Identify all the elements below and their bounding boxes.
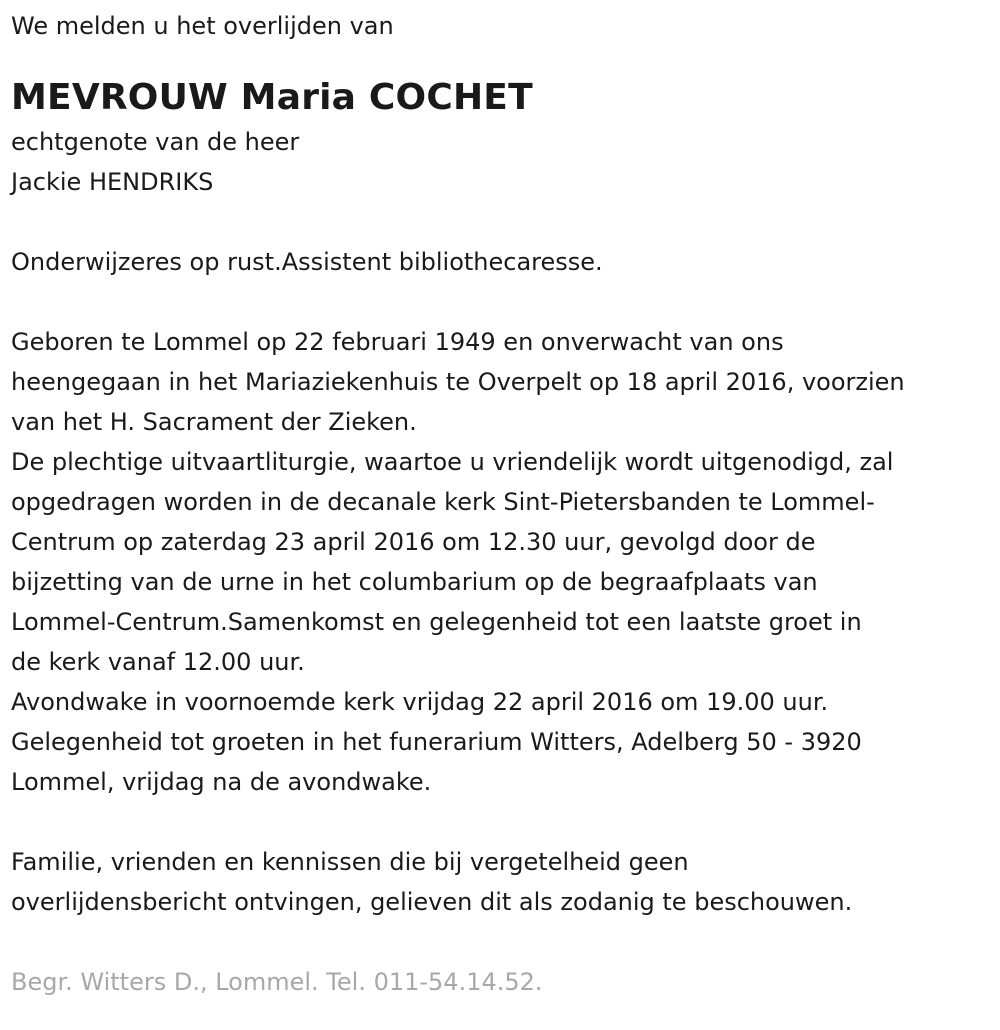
details-line: heengegaan in het Mariaziekenhuis te Overpelt op 18 april 2016, voorzien xyxy=(11,368,905,396)
deceased-name: MEVROUW Maria COCHET xyxy=(11,77,533,118)
details-line: van het H. Sacrament der Zieken. xyxy=(11,408,417,436)
family-note-block xyxy=(11,842,990,922)
details-line: Gelegenheid tot groeten in het funerarium Witters, Adelberg 50 - 3920 xyxy=(11,728,862,756)
intro-text: We melden u het overlijden van xyxy=(11,12,394,40)
occupation-text: Onderwijzeres op rust.Assistent bibliothecaresse. xyxy=(11,248,603,276)
family-note-line: Familie, vrienden en kennissen die bij vergetelheid geen xyxy=(11,848,689,876)
undertaker-contact: Begr. Witters D., Lommel. Tel. 011-54.14.52. xyxy=(11,968,543,996)
details-line: opgedragen worden in de decanale kerk Sint-Pietersbanden te Lommel- xyxy=(11,488,875,516)
details-line: Lommel-Centrum.Samenkomst en gelegenheid tot een laatste groet in xyxy=(11,608,862,636)
spouse-block xyxy=(11,122,990,202)
spouse-line-1: echtgenote van de heer xyxy=(11,128,300,156)
spacer xyxy=(11,802,990,842)
details-line: bijzetting van de urne in het columbarium op de begraafplaats van xyxy=(11,568,818,596)
family-note-line: overlijdensbericht ontvingen, gelieven dit als zodanig te beschouwen. xyxy=(11,888,853,916)
details-line: Centrum op zaterdag 23 april 2016 om 12.30 uur, gevolgd door de xyxy=(11,528,816,556)
details-line: Lommel, vrijdag na de avondwake. xyxy=(11,768,432,796)
details-line: Avondwake in voornoemde kerk vrijdag 22 april 2016 om 19.00 uur. xyxy=(11,688,829,716)
details-block xyxy=(11,322,990,802)
details-line: de kerk vanaf 12.00 uur. xyxy=(11,648,305,676)
spacer xyxy=(11,922,990,962)
spacer xyxy=(11,282,990,322)
details-line: Geboren te Lommel op 22 februari 1949 en onverwacht van ons xyxy=(11,328,784,356)
details-line: De plechtige uitvaartliturgie, waartoe u vriendelijk wordt uitgenodigd, zal xyxy=(11,448,894,476)
spacer xyxy=(11,202,990,242)
spouse-line-2: Jackie HENDRIKS xyxy=(11,168,214,196)
